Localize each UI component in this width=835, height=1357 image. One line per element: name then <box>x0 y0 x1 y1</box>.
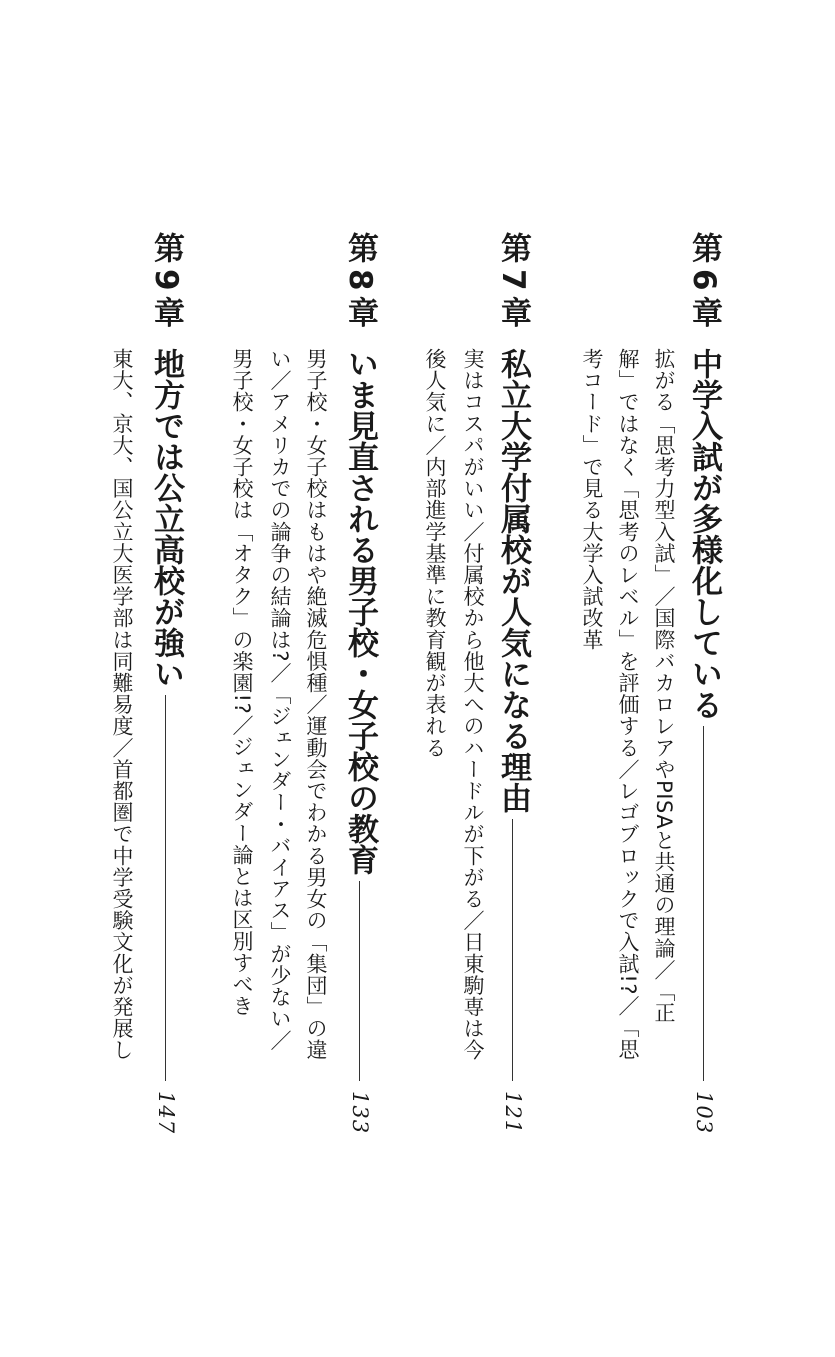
chapter-6-heading[interactable] <box>686 348 722 1134</box>
chapter-8-title: いま見直される男子校・女子校の教育 <box>342 348 378 875</box>
chapter-7-summary-line-1: 実はコスパがいい／付属校から他大へのハードルが下がる／日東駒専は今 <box>461 348 485 1061</box>
chapter-9-page-number: 147 <box>154 1090 178 1134</box>
chapter-8-summary-line-3: 男子校・女子校は「オタク」の楽園!?／ジェンダー論とは区別すべき <box>230 348 254 1017</box>
chapter-9-number: 第9章 <box>148 232 184 334</box>
chapter-6-leader-rule <box>703 726 704 1081</box>
chapter-8-summary-line-1: 男子校・女子校はもはや絶滅危惧種／運動会でわかる男女の「集団」の違 <box>304 348 328 1061</box>
chapter-6-title: 中学入試が多様化している <box>686 348 722 720</box>
chapter-6-summary-line-2: 解」ではなく「思考のレベル」を評価する／レゴブロックで入試!?／「思 <box>616 348 640 1060</box>
chapter-8-summary-line-2: い／アメリカでの論争の結論は?／「ジェンダー・バイアス」が少ない／ <box>268 348 292 1051</box>
chapter-8-page-number: 133 <box>348 1090 372 1134</box>
chapter-9-leader-rule <box>165 695 166 1081</box>
chapter-6-page-number: 103 <box>692 1090 716 1134</box>
chapter-7-leader-rule <box>512 819 513 1081</box>
chapter-6-number: 第6章 <box>686 232 722 334</box>
chapter-9-heading[interactable] <box>148 348 184 1134</box>
chapter-7-page-number: 121 <box>501 1090 525 1134</box>
chapter-7-summary-line-2: 後人気に／内部進学基準に教育観が表れる <box>423 348 447 759</box>
chapter-8-number: 第8章 <box>342 232 378 334</box>
chapter-9-title: 地方では公立高校が強い <box>148 348 184 689</box>
chapter-9-summary-line-1: 東大、京大、国公立大医学部は同難易度／首都圏で中学受験文化が発展し <box>110 348 134 1061</box>
chapter-6-summary-line-3: 考コード」で見る大学入試改革 <box>580 348 604 651</box>
chapter-8-heading[interactable] <box>342 348 378 1134</box>
chapter-7-number: 第7章 <box>495 232 531 334</box>
chapter-7-title: 私立大学付属校が人気になる理由 <box>495 348 531 813</box>
chapter-6-summary-line-1: 拡がる「思考力型入試」／国際バカロレアやPISAと共通の理論／「正 <box>652 348 676 1024</box>
chapter-7-heading[interactable] <box>495 348 531 1134</box>
chapter-8-leader-rule <box>359 881 360 1081</box>
